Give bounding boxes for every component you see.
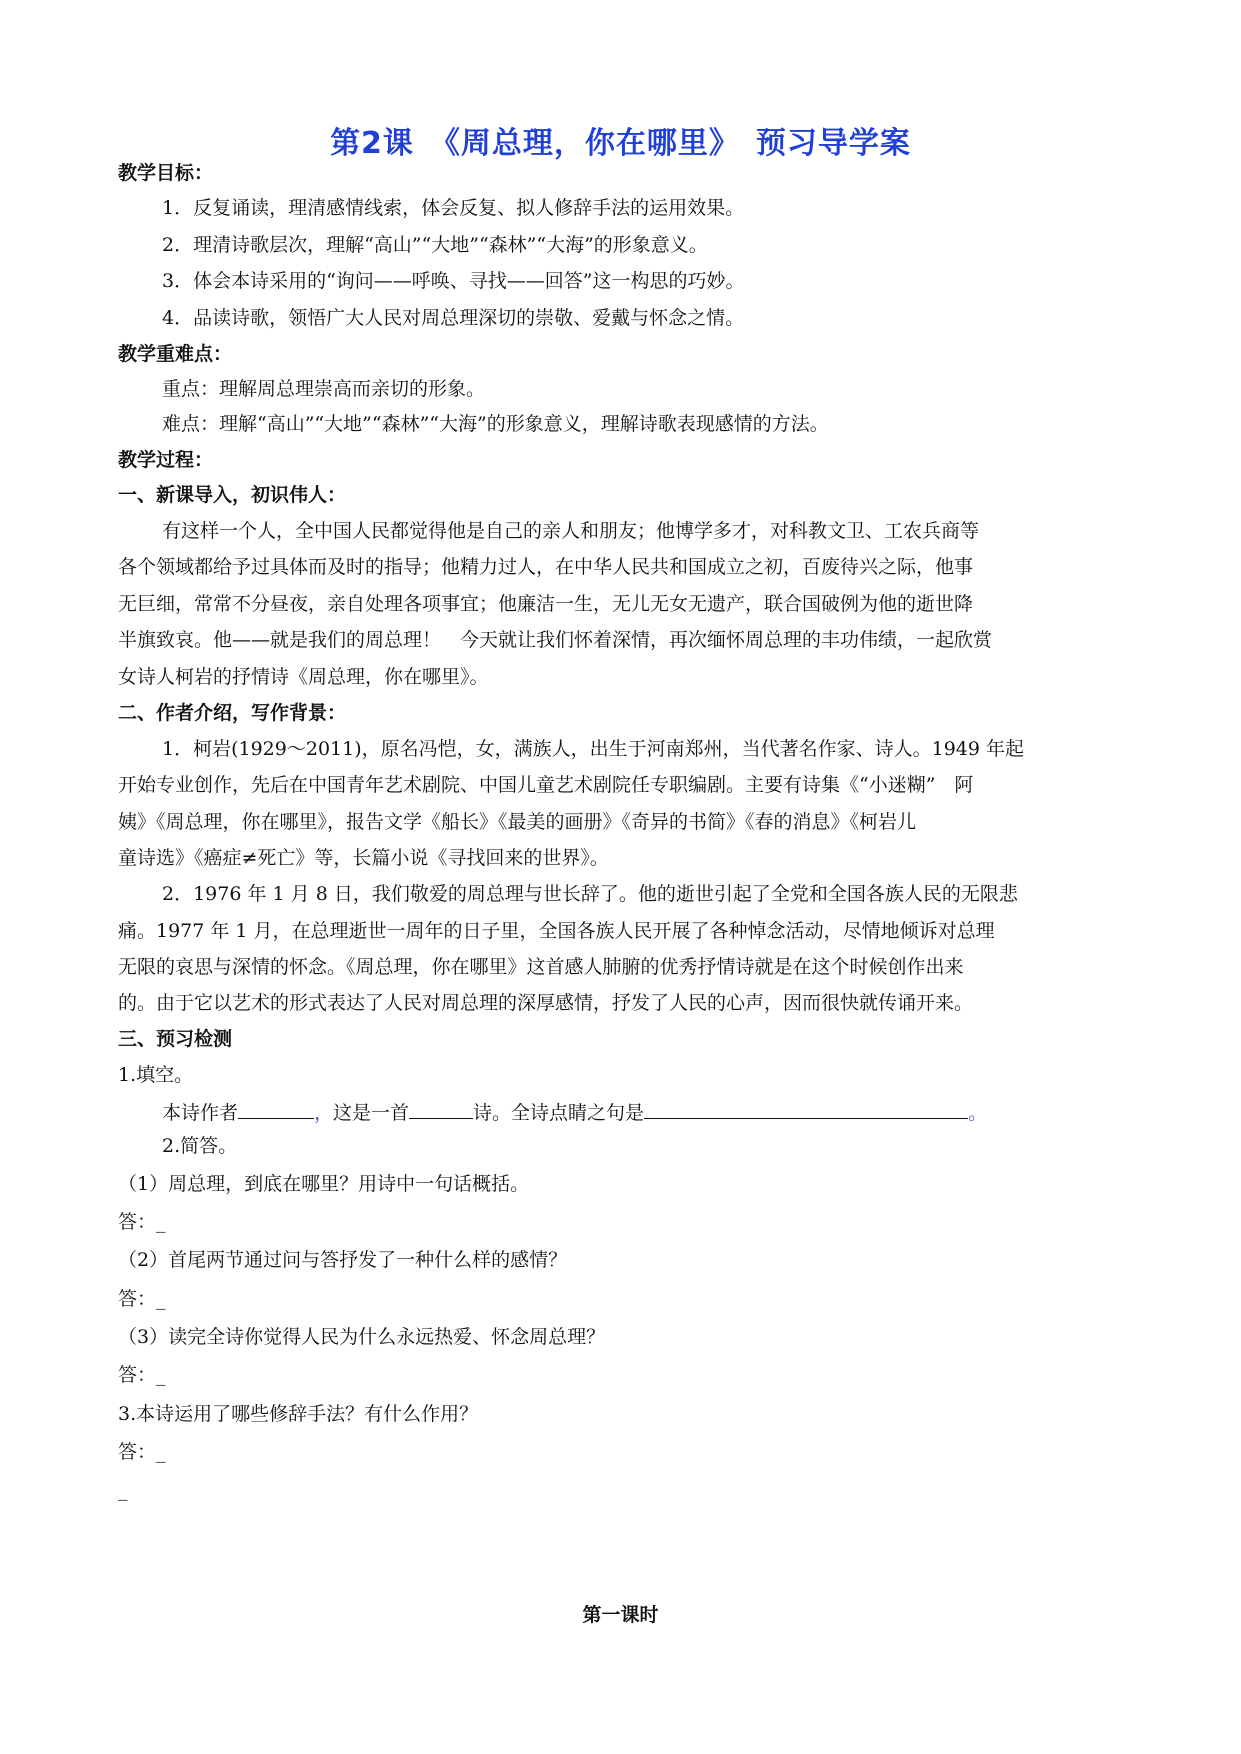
answer-2-3[interactable]: 答：_	[118, 1364, 166, 1386]
section-1-heading: 一、新课导入，初识伟人：	[118, 484, 347, 506]
fill-text-type: 这是一首	[333, 1102, 410, 1124]
goal-item-3: 3．体会本诗采用的“询问——呼唤、寻找——回答”这一构思的巧妙。	[162, 270, 745, 292]
key-sentence-blank[interactable]	[644, 1098, 968, 1119]
stray-underscore: _	[118, 1479, 128, 1501]
section-3-heading: 三、预习检测	[118, 1028, 233, 1050]
goal-item-2: 2．理清诗歌层次，理解“高山”“大地”“森林”“大海”的形象意义。	[162, 234, 708, 256]
question-2-3: （3）读完全诗你觉得人民为什么永远热爱、怀念周总理？	[118, 1326, 606, 1348]
question-2-1: （1）周总理，到底在哪里？用诗中一句话概括。	[118, 1173, 530, 1195]
page-title: 第2课 《周总理，你在哪里》 预习导学案	[330, 126, 911, 161]
fill-comma: ，	[314, 1102, 334, 1124]
background-line-4: 的。由于它以艺术的形式表达了人民对周总理的深厚感情，抒发了人民的心声，因而很快就传诵开来。	[118, 992, 974, 1014]
fill-blank-line	[162, 1098, 987, 1126]
goal-item-1: 1．反复诵读，理清感情线索，体会反复、拟人修辞手法的运用效果。	[162, 197, 745, 219]
answer-2-1[interactable]: 答：_	[118, 1211, 166, 1233]
fill-text-key-sentence: 诗。全诗点睛之句是	[473, 1102, 645, 1124]
question-1-label: 1.填空。	[118, 1064, 194, 1086]
key-point-difficult: 难点：理解“高山”“大地”“森林”“大海”的形象意义，理解诗歌表现感情的方法。	[162, 413, 829, 435]
background-line-1: 2．1976 年 1 月 8 日，我们敬爱的周总理与世长辞了。他的逝世引起了全党和全国各族人民的无限悲	[162, 883, 1018, 905]
fill-end: 。	[968, 1102, 988, 1124]
question-2-label: 2.简答。	[162, 1135, 238, 1157]
process-heading: 教学过程：	[118, 449, 214, 471]
intro-line-2: 各个领域都给予过具体而及时的指导；他精力过人，在中华人民共和国成立之初，百废待兴之际，他事	[118, 556, 974, 578]
goal-item-4: 4．品读诗歌，领悟广大人民对周总理深切的崇敬、爱戴与怀念之情。	[162, 307, 745, 329]
answer-2-2[interactable]: 答：_	[118, 1288, 166, 1310]
intro-line-4: 半旗致哀。他——就是我们的周总理！ 今天就让我们怀着深情，再次缅怀周总理的丰功伟绩，一起欣赏	[118, 629, 993, 651]
fill-text-author: 本诗作者	[162, 1102, 239, 1124]
goals-heading: 教学目标：	[118, 162, 214, 184]
key-point-main: 重点：理解周总理崇高而亲切的形象。	[162, 378, 486, 400]
intro-line-1: 有这样一个人，全中国人民都觉得他是自己的亲人和朋友；他博学多才，对科教文卫、工农兵商等	[162, 520, 980, 542]
question-2-2: （2）首尾两节通过问与答抒发了一种什么样的感情？	[118, 1249, 568, 1271]
author-blank[interactable]	[238, 1098, 314, 1119]
background-line-3: 无限的哀思与深情的怀念。《周总理，你在哪里》这首感人肺腑的优秀抒情诗就是在这个时候创作出来	[118, 956, 964, 978]
author-line-1: 1．柯岩(1929～2011)，原名冯恺，女，满族人，出生于河南郑州，当代著名作家、诗人。1949 年起	[162, 738, 1025, 760]
author-line-3: 姨》《周总理，你在哪里》，报告文学《船长》《最美的画册》《奇异的书简》《春的消息》《柯岩儿	[118, 811, 917, 833]
answer-3[interactable]: 答：_	[118, 1441, 166, 1463]
intro-line-3: 无巨细，常常不分昼夜，亲自处理各项事宜；他廉洁一生，无儿无女无遗产，联合国破例为他的逝世降	[118, 593, 974, 615]
question-3: 3.本诗运用了哪些修辞手法？有什么作用？	[118, 1403, 479, 1425]
author-line-2: 开始专业创作，先后在中国青年艺术剧院、中国儿童艺术剧院任专职编剧。主要有诗集《“小迷糊” 阿	[118, 774, 974, 796]
intro-line-5: 女诗人柯岩的抒情诗《周总理，你在哪里》。	[118, 666, 489, 688]
lesson-period-label: 第一课时	[582, 1604, 659, 1626]
key-points-heading: 教学重难点：	[118, 343, 233, 365]
background-line-2: 痛。1977 年 1 月，在总理逝世一周年的日子里，全国各族人民开展了各种悼念活动，尽情地倾诉对总理	[118, 920, 995, 942]
poem-type-blank[interactable]	[409, 1098, 473, 1119]
author-line-4: 童诗选》《癌症≠死亡》等，长篇小说《寻找回来的世界》。	[118, 847, 609, 869]
section-2-heading: 二、作者介绍，写作背景：	[118, 702, 347, 724]
